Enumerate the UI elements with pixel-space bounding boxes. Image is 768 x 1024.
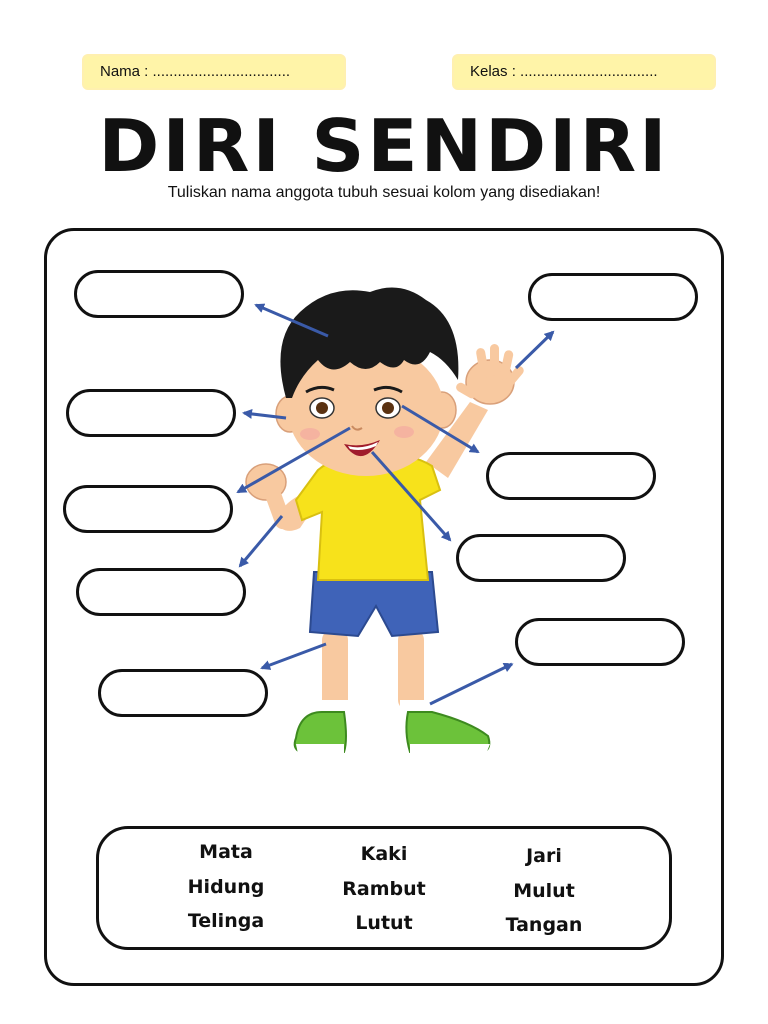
name-label: Nama : ................................. [100,63,291,80]
word-mulut: Mulut [513,880,575,902]
word-kaki: Kaki [360,843,408,865]
instruction-text: Tuliskan nama anggota tubuh sesuai kolom yang disediakan! [167,184,601,201]
word-telinga: Telinga [187,910,265,932]
class-label: Kelas : ................................. [470,63,658,80]
word-tangan: Tangan [505,914,583,936]
word-lutut: Lutut [355,912,413,934]
word-rambut: Rambut [342,878,426,900]
word-jari: Jari [526,845,562,867]
word-hidung: Hidung [187,876,265,898]
word-mata: Mata [199,841,253,863]
page-title: DIRI SENDIRI [98,104,670,188]
